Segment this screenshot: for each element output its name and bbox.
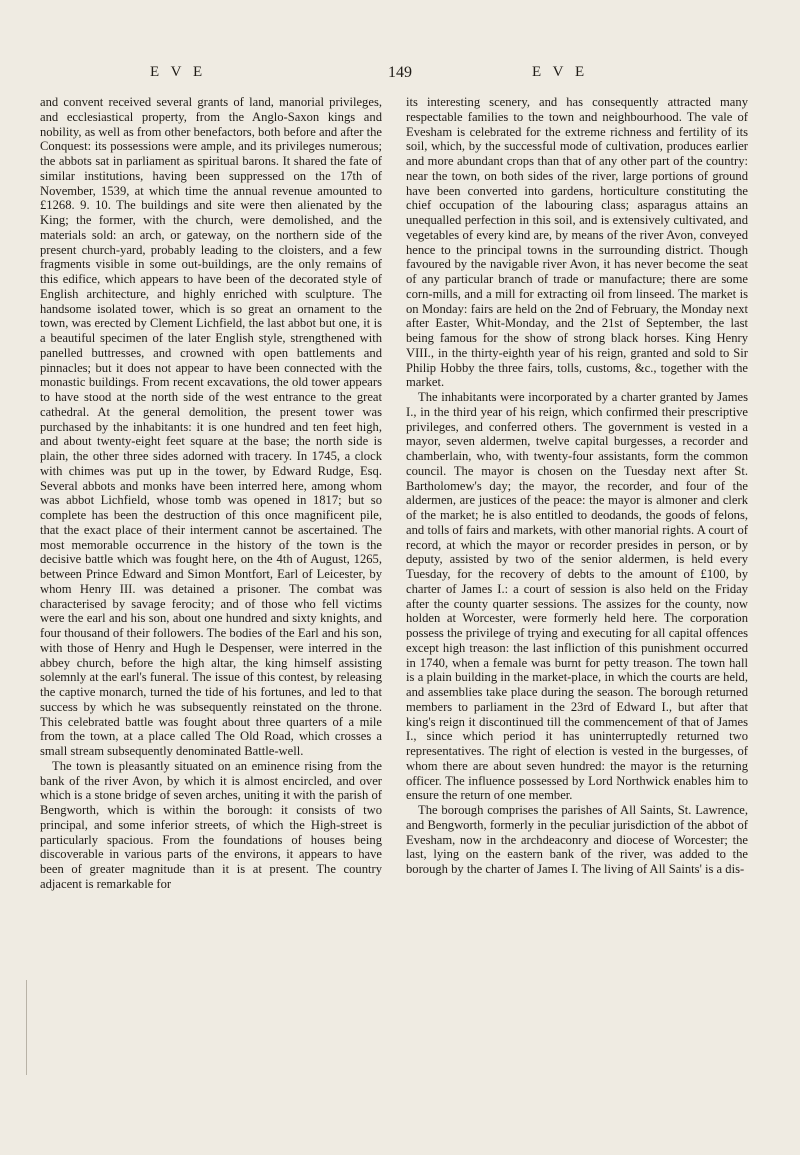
left-column	[40, 95, 382, 1115]
left-paragraph-1: and convent received several grants of land, manorial privileges, and ecclesiastical property, from the Anglo-Saxon kings and nobility, as well as from other benefactors, both before and after the Conquest: its possessions were ample, and its privileges numerous; the abbots sat in parliament as spiritual barons. It shared the fate of similar institutions, having been suppressed on the 17th of November, 1539, at which time the annual revenue amounted to £1268. 9. 10. The buildings and site were then alienated by the King; the former, with the church, were demolished, and the materials sold: an arch, or gateway, on the northern side of the present church-yard, probably leading to the cloisters, and a few fragments visible in some out-buildings, are the only remains of this edifice, which appears to have been of the decorated style of English architecture, and highly enriched with sculpture. The handsome isolated tower, which is so great an ornament to the town, was erected by Clement Lichfield, the last abbot but one, it is a beautiful specimen of the later English style, strengthened with panelled buttresses, and crowned with open battlements and pinnacles; but it does not appear to have been connected with the monastic buildings. From recent excavations, the old tower appears to have stood at the north side of the west entrance to the great cathedral. At the general demolition, the present tower was purchased by the inhabitants: it is one hundred and ten feet high, and about twenty-eight feet square at the base; the north side is plain, the other three sides adorned with tracery. In 1745, a clock with chimes was put up in the tower, by Edward Rudge, Esq. Several abbots and monks have been interred here, among whom was abbot Lichfield, whose tomb was opened in 1817; but so complete has been the destruction of this once magnificent pile, that the exact place of their interment cannot be ascertained. The most memorable occurrence in the history of the town is the decisive battle which was fought here, on the 4th of August, 1265, between Prince Edward and Simon Montfort, Earl of Leicester, by whom Henry III. was detained a prisoner. The combat was characterised by savage ferocity; and of those who fell victims were the earl and his son, about one hundred and sixty knights, and four thousand of their followers. The bodies of the Earl and his son, with those of Henry and Hugh le Despenser, were interred in the abbey church, before the high altar, the king himself assisting solemnly at the earl's funeral. The issue of this contest, by releasing the captive monarch, turned the tide of his fortunes, and led to that success by which he was subsequently reinstated on the throne. This celebrated battle was fought about three quarters of a mile from the town, at a place called The Old Road, which crosses a small stream subsequently denominated Battle-well.	[40, 95, 382, 758]
right-column	[406, 95, 748, 1115]
header-right-title: E V E	[532, 64, 589, 80]
page-edge-mark	[26, 980, 27, 1075]
running-header	[0, 64, 800, 88]
left-paragraph-2: The town is pleasantly situated on an eminence rising from the bank of the river Avon, by which it is almost encircled, and over which is a stone bridge of seven arches, uniting it with the parish of Bengworth, which is within the borough: it consists of two principal, and some inferior streets, of which the High-street is particularly spacious. From the foundations of houses being discoverable in various parts of the environs, it appears to have been of greater magnitude than it is at present. The country adjacent is remarkable for	[40, 758, 382, 891]
header-left-title: E V E	[150, 64, 207, 80]
right-paragraph-2: The inhabitants were incorporated by a charter granted by James I., in the third year of his reign, which confirmed their prescriptive privileges, and conferred others. The government is vested in a mayor, seven aldermen, twelve capital burgesses, a recorder and chamberlain, who, with twenty-four assistants, form the common council. The mayor is chosen on the Tuesday next after St. Bartholomew's day; the mayor, the recorder, and four of the aldermen, are justices of the peace: the mayor is almoner and clerk of the market; he is also entitled to deodands, the goods of felons, and tolls of fairs and markets, with other manorial rights. A court of record, at which the mayor or recorder presides in person, or by deputy, assisted by two of the senior aldermen, is held every Tuesday, for the recovery of debts to the amount of £100, by charter of James I.: a court of session is also held on the Friday after the county quarter sessions. The assizes for the county, now holden at Worcester, were formerly held here. The corporation possess the privilege of trying and executing for all capital offences except high treason: the last infliction of this punishment occurred in 1740, when a female was burnt for petty treason. The town hall is a plain building in the market-place, in which the courts are held, and assemblies take place during the season. The borough returned members to parliament in the 23rd of Edward I., but after that king's reign it discontinued till the commencement of that of James I., since which period it has uninterruptedly returned two representatives. The right of election is vested in the burgesses, of whom there are about seven hundred: the mayor is the returning officer. The influence possessed by Lord Northwick enables him to ensure the return of one member.	[406, 390, 748, 803]
page-number: 149	[388, 64, 412, 81]
right-paragraph-1: its interesting scenery, and has consequently attracted many respectable families to the town and neighbourhood. The vale of Evesham is celebrated for the extreme richness and fertility of its soil, which, by the successful mode of cultivation, produces earlier and more abundant crops than that of any other part of the country: near the town, on both sides of the river, large portions of ground have been converted into gardens, horticulture constituting the chief occupation of the labouring class; asparagus attains an unequalled perfection in this soil, and is extensively cultivated, and vegetables of every kind are, by means of the river Avon, conveyed hence to the principal towns in the surrounding district. Though favoured by the navigable river Avon, it has never become the seat of any particular branch of trade or manufacture; there are some corn-mills, and a mill for extracting oil from linseed. The market is on Monday: fairs are held on the 2nd of February, the Monday next after Easter, Whit-Monday, and the 21st of September, the last being famous for the show of strong black horses. King Henry VIII., in the thirty-eighth year of his reign, granted and sold to Sir Philip Hobby the three fairs, tolls, customs, &c., together with the market.	[406, 95, 748, 390]
right-paragraph-3: The borough comprises the parishes of All Saints, St. Lawrence, and Bengworth, formerly in the peculiar jurisdiction of the abbot of Evesham, now in the archdeaconry and diocese of Worcester; the last, lying on the eastern bank of the river, was added to the borough by the charter of James I. The living of All Saints' is a dis-	[406, 803, 748, 876]
